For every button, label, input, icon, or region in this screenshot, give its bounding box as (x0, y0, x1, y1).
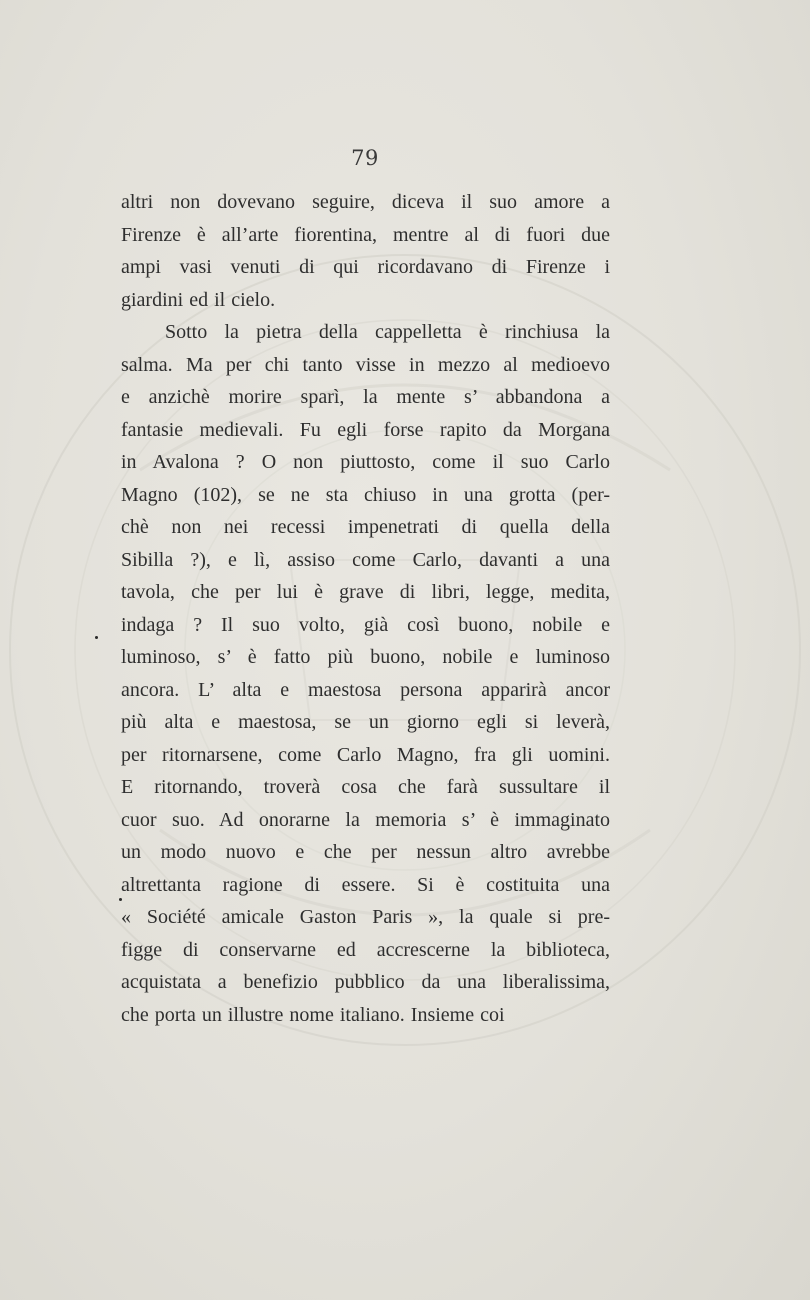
text-line: E ritornando, troverà cosa che farà sussultare il (121, 776, 610, 798)
text-line: Sotto la pietra della cappelletta è rinchiusa la (165, 321, 610, 343)
text-line: per ritornarsene, come Carlo Magno, fra gli uomini. (121, 743, 610, 766)
text-line: ancora. L’ alta e maestosa persona apparirà ancor (121, 678, 610, 701)
text-line: Firenze è all’arte fiorentina, mentre al di fuori due (121, 223, 610, 246)
text-line: un modo nuovo e che per nessun altro avrebbe (121, 841, 610, 863)
text-line: fantasie medievali. Fu egli forse rapito da Morgana (121, 418, 610, 441)
text-line: figge di conservarne ed accrescerne la biblioteca, (121, 938, 610, 961)
text-line: tavola, che per lui è grave di libri, legge, medita, (121, 581, 610, 603)
text-line: cuor suo. Ad onorarne la memoria s’ è immaginato (121, 808, 610, 831)
body-text (121, 186, 610, 1031)
text-line: più alta e maestosa, se un giorno egli si leverà, (121, 711, 610, 733)
text-line: giardini ed il cielo. (121, 288, 276, 311)
text-line: in Avalona ? O non piuttosto, come il suo Carlo (121, 451, 610, 473)
text-line: e anzichè morire sparì, la mente s’ abbandona a (121, 386, 610, 408)
page-number: 79 (351, 146, 379, 170)
text-line: altri non dovevano seguire, diceva il suo amore a (121, 191, 610, 213)
text-line: salma. Ma per chi tanto visse in mezzo al medioevo (121, 353, 610, 376)
text-line: « Société amicale Gaston Paris », la quale si pre- (121, 906, 610, 928)
text-line: luminoso, s’ è fatto più buono, nobile e luminoso (121, 646, 610, 668)
ink-speck (95, 636, 98, 639)
text-line: acquistata a benefizio pubblico da una liberalissima, (121, 971, 610, 993)
text-line: indaga ? Il suo volto, già così buono, nobile e (121, 613, 610, 636)
text-line: Sibilla ?), e lì, assiso come Carlo, davanti a una (121, 548, 610, 571)
text-line: altrettanta ragione di essere. Si è costituita una (121, 873, 610, 896)
text-line: Magno (102), se ne sta chiuso in una grotta (per- (121, 483, 610, 506)
text-line: ampi vasi venuti di qui ricordavano di Firenze i (121, 256, 610, 278)
text-line: chè non nei recessi impenetrati di quella della (121, 516, 610, 538)
ink-speck (119, 898, 122, 901)
text-line: che porta un illustre nome italiano. Insieme coi (121, 1003, 505, 1026)
